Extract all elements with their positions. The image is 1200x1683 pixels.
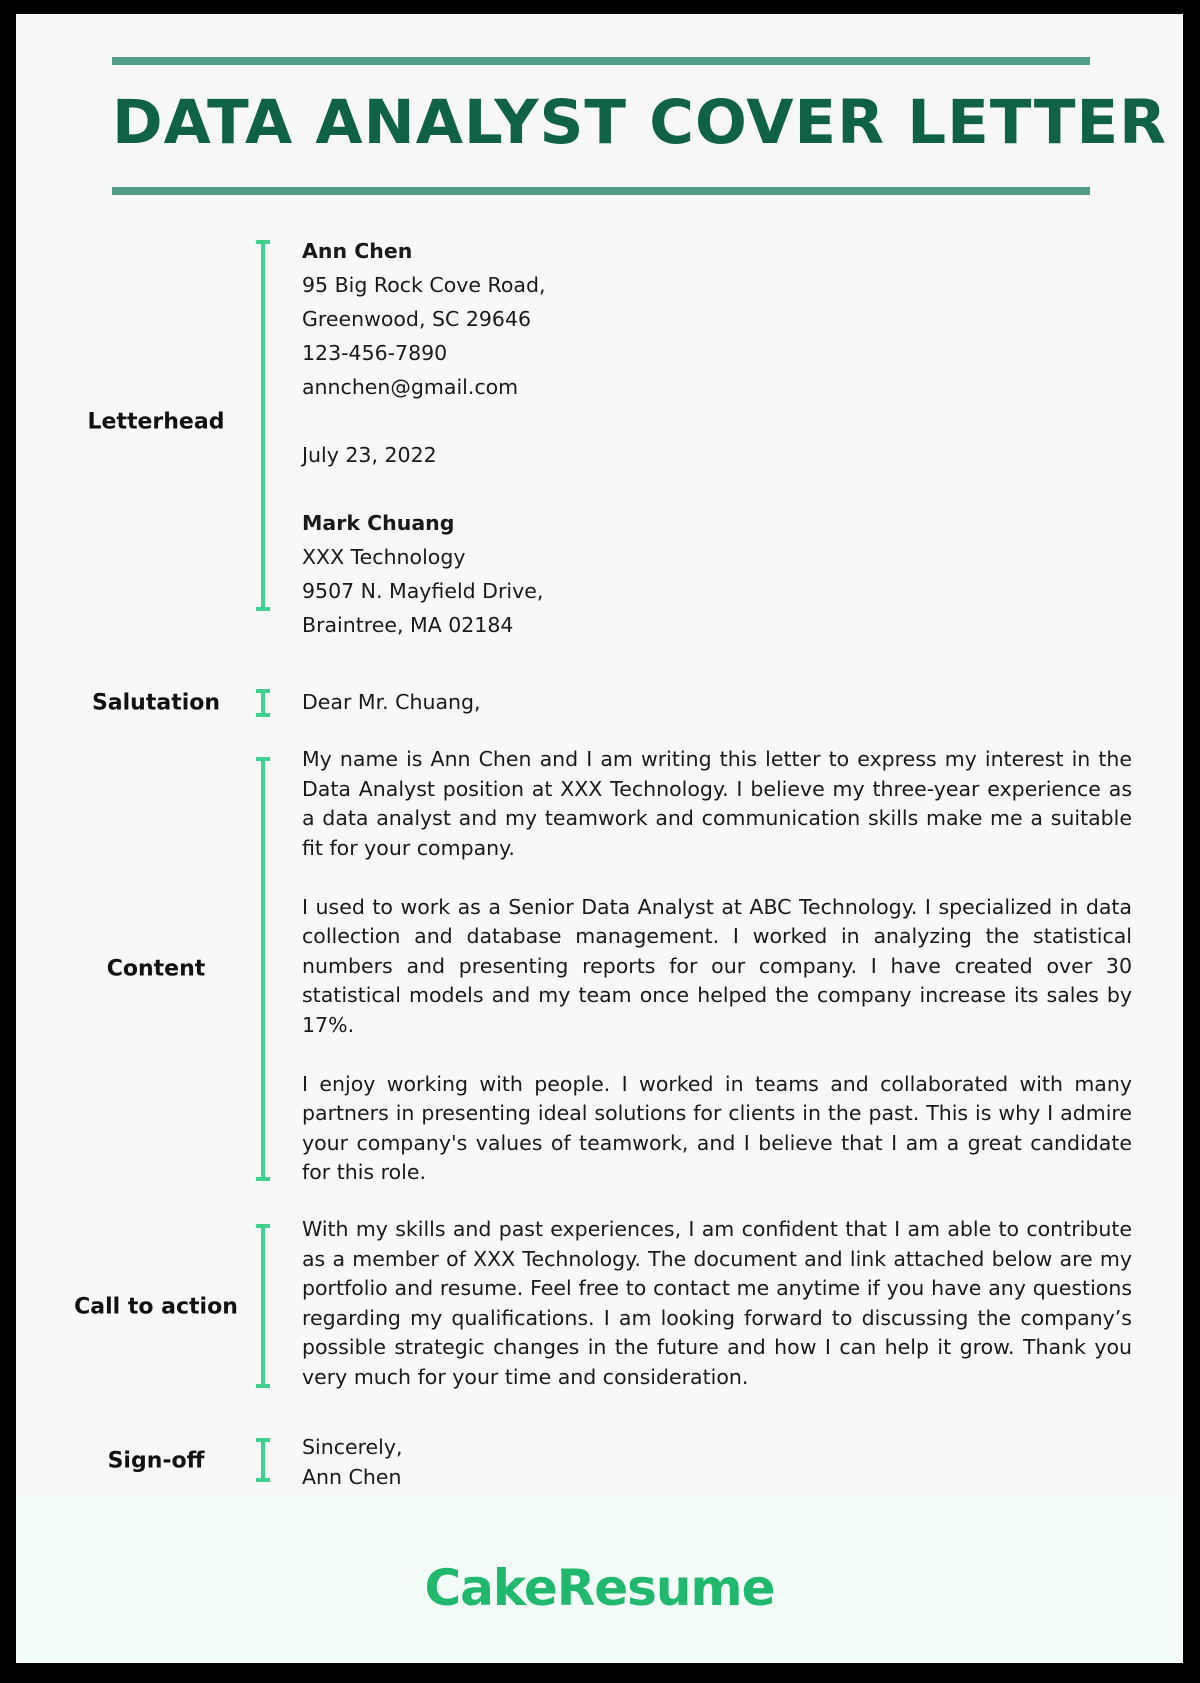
content-paragraph-2: I used to work as a Senior Data Analyst at ABC Technology. I specialized in data collection and database management. I worked in analyzing the statistical numbers and presenting reports for our company. I have created over 30 statistical models and my team once helped the company increase its sales by 17%.	[302, 894, 1132, 1037]
sender-address-line-2: Greenwood, SC 29646	[302, 307, 532, 331]
cakeresume-logo: CakeResume	[424, 1559, 775, 1617]
title-top-rule	[112, 57, 1090, 65]
content-bracket	[256, 757, 270, 1181]
letter-date: July 23, 2022	[302, 443, 437, 467]
section-label-letterhead: Letterhead	[87, 409, 225, 435]
recipient-company: XXX Technology	[302, 545, 466, 569]
sign-off-name: Ann Chen	[302, 1465, 402, 1489]
recipient-address-line-2: Braintree, MA 02184	[302, 613, 514, 637]
sender-address-line-1: 95 Big Rock Cove Road,	[302, 273, 546, 297]
sign-off-block	[302, 1432, 1132, 1492]
letter-page	[16, 14, 1183, 1663]
sender-name: Ann Chen	[302, 239, 413, 263]
section-label-salutation: Salutation	[91, 690, 221, 716]
sign-off-bracket	[256, 1438, 270, 1482]
recipient-name: Mark Chuang	[302, 511, 455, 535]
section-label-content: Content	[106, 956, 206, 982]
content-paragraph-3: I enjoy working with people. I worked in teams and collaborated with many partners in presenting ideal solutions for clients in the past. This is why I admire your company's values of teamwork, and I believe that I am a great candidate for this role.	[302, 1071, 1132, 1184]
salutation-text: Dear Mr. Chuang,	[302, 690, 481, 714]
section-label-sign-off: Sign-off	[107, 1448, 205, 1474]
letterhead-bracket	[256, 240, 270, 611]
salutation-bracket	[256, 689, 270, 717]
call-to-action-bracket	[256, 1224, 270, 1388]
call-to-action-block	[302, 1215, 1132, 1392]
sender-phone: 123-456-7890	[302, 341, 448, 365]
sender-email: annchen@gmail.com	[302, 375, 519, 399]
sign-off-closing: Sincerely,	[302, 1435, 403, 1459]
salutation-block	[302, 685, 1132, 719]
title-bottom-rule	[112, 187, 1090, 195]
section-label-call-to-action: Call to action	[74, 1294, 238, 1320]
content-block	[302, 745, 1132, 1188]
page-title: DATA ANALYST COVER LETTER	[112, 87, 1168, 158]
letterhead-block	[302, 234, 1132, 642]
call-to-action-paragraph: With my skills and past experiences, I am confident that I am able to contribute as a member of XXX Technology. The document and link attached below are my portfolio and resume. Feel free to contact me anytime if you have any questions regarding my qualifications. I am looking forward to discussing the company’s possible strategic changes in the future and how I can help it grow. Thank you very much for your time and consideration.	[302, 1217, 1132, 1389]
content-paragraph-1: My name is Ann Chen and I am writing this letter to express my interest in the Data Analyst position at XXX Technology. I believe my three-year experience as a data analyst and my teamwork and communication skills make me a suitable fit for your company.	[302, 747, 1132, 860]
recipient-address-line-1: 9507 N. Mayfield Drive,	[302, 579, 544, 603]
